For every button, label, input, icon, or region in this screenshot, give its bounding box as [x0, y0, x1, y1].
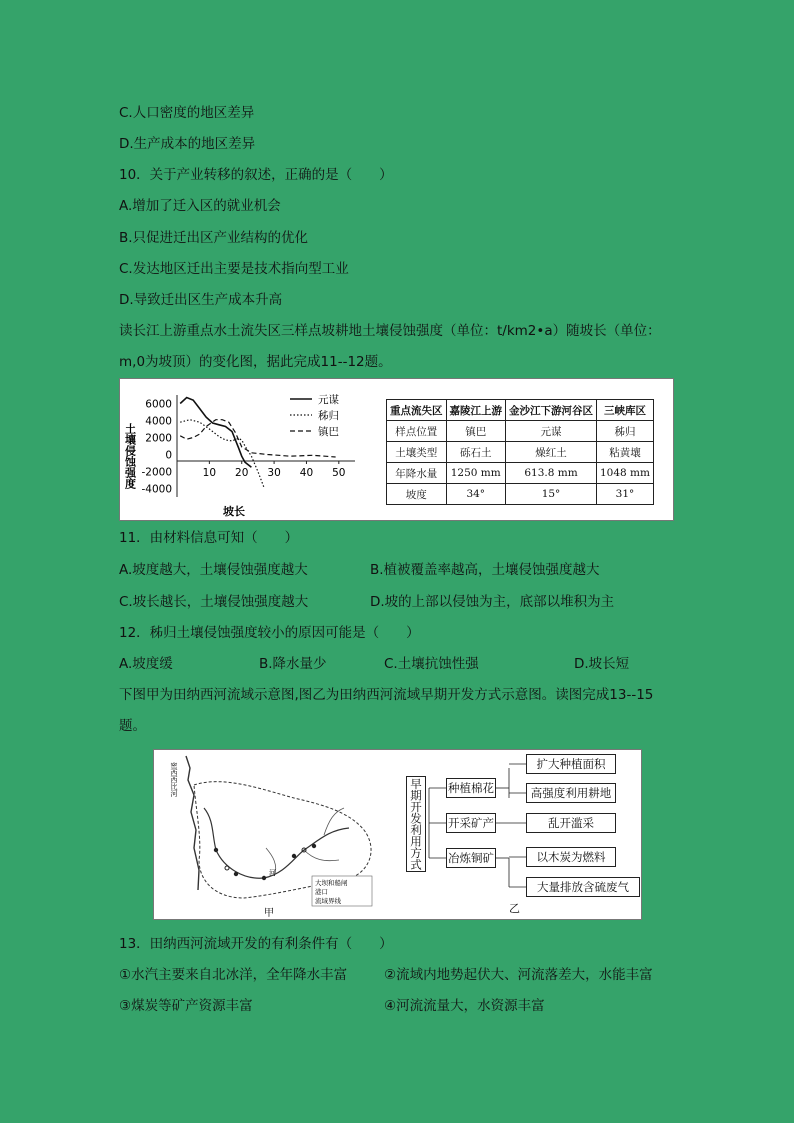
table-cell: 粘黄壤	[597, 442, 654, 463]
map-caption: 甲	[264, 908, 274, 919]
flow-mid-smelting: 冶炼铜矿	[446, 848, 496, 868]
table-cell: 砾石土	[446, 442, 506, 463]
table-cell: 秭归	[597, 421, 654, 442]
dam-marker	[292, 854, 296, 858]
table-row	[387, 442, 654, 463]
table-cell: 重点流失区	[387, 400, 447, 421]
table-cell: 年降水量	[387, 463, 447, 484]
flow-leaf-intensive-use: 高强度利用耕地	[526, 783, 616, 803]
flow-leaf-sulfur: 大量排放含硫废气	[526, 877, 640, 897]
river-mississippi	[186, 756, 199, 890]
x-tick-label: 50	[332, 467, 346, 479]
option-c-q10: C.发达地区迁出主要是技术指向型工业	[119, 261, 349, 277]
dam-marker	[234, 872, 238, 876]
statement-1-q13: ①水汽主要来自北冰洋，全年降水丰富	[119, 967, 348, 983]
option-a-q11: A.坡度越大，土壤侵蚀强度越大	[119, 562, 308, 578]
dam-marker	[214, 848, 218, 852]
y-tick-label: 0	[165, 449, 172, 462]
series-line-dotted	[180, 420, 264, 489]
option-d-q12: D.坡长短	[574, 656, 630, 672]
y-tick-label: -4000	[141, 483, 172, 496]
flow-leaf-overmining: 乱开滥采	[526, 813, 616, 833]
flow-root: 早期开发利用方式	[406, 776, 426, 872]
table-cell: 燥红土	[506, 442, 597, 463]
soil-table	[386, 399, 654, 505]
x-tick-label: 30	[267, 467, 281, 479]
table-cell: 坡度	[387, 484, 447, 505]
tributary-1	[304, 850, 339, 861]
x-tick-label: 20	[235, 467, 249, 479]
statement-4-q13: ④河流流量大，水资源丰富	[384, 998, 545, 1014]
option-c-q9: C.人口密度的地区差异	[119, 105, 255, 121]
table-cell: 金沙江下游河谷区	[506, 400, 597, 421]
table-cell: 元谋	[506, 421, 597, 442]
map-legend-dam: 大坝和船闸	[315, 879, 348, 887]
table-row	[387, 484, 654, 505]
x-tick-label: 40	[299, 467, 314, 479]
table-row	[387, 400, 654, 421]
table-row	[387, 463, 654, 484]
option-d-q10: D.导致迁出区生产成本升高	[119, 292, 283, 308]
river-tennessee	[204, 808, 349, 878]
intro-11-12-line1: 读长江上游重点水土流失区三样点坡耕地土壤侵蚀强度（单位：t/km2•a）随坡长（单位：	[119, 323, 661, 339]
erosion-chart	[120, 379, 382, 520]
y-tick-label: 4000	[145, 415, 172, 428]
table-cell: 1048 mm	[597, 463, 654, 484]
question-10: 10．关于产业转移的叙述，正确的是（ ）	[119, 167, 393, 183]
erosion-figure	[119, 378, 674, 521]
port-marker	[225, 866, 229, 870]
legend-label: 镇巴	[318, 426, 339, 438]
chart-xlabel: 坡长	[223, 505, 245, 518]
tennessee-map	[154, 750, 389, 919]
series-line-solid	[180, 398, 251, 468]
option-a-q10: A.增加了迁入区的就业机会	[119, 198, 281, 214]
tennessee-figure	[153, 749, 642, 920]
option-b-q11: B.植被覆盖率越高，土壤侵蚀强度越大	[370, 562, 600, 578]
option-c-q12: C.土壤抗蚀性强	[384, 656, 479, 672]
question-13: 13．田纳西河流域开发的有利条件有（ ）	[119, 936, 393, 952]
table-cell: 土壤类型	[387, 442, 447, 463]
table-row	[387, 421, 654, 442]
legend-label: 秭归	[318, 410, 339, 422]
chart-ylabel: 土壤侵蚀强度	[123, 423, 137, 489]
flow-caption: 乙	[509, 902, 520, 915]
table-cell: 三峡库区	[597, 400, 654, 421]
intro-11-12-line2: m,0为坡顶）的变化图，据此完成11--12题。	[119, 354, 392, 370]
y-tick-label: 6000	[145, 398, 172, 411]
map-label-mississippi: 密西西比河	[170, 762, 178, 797]
option-b-q10: B.只促进迁出区产业结构的优化	[119, 230, 309, 246]
y-tick-label: 2000	[145, 432, 172, 445]
option-c-q11: C.坡长越长，土壤侵蚀强度越大	[119, 594, 309, 610]
dam-marker	[262, 876, 266, 880]
table-cell: 15°	[506, 484, 597, 505]
table-cell: 613.8 mm	[506, 463, 597, 484]
flow-leaf-expand-area: 扩大种植面积	[526, 754, 616, 774]
table-cell: 样点位置	[387, 421, 447, 442]
option-a-q12: A.坡度缓	[119, 656, 173, 672]
map-legend-boundary: 流域界线	[315, 897, 341, 905]
intro-13-15-line2: 题。	[119, 718, 146, 734]
map-label-river: 河	[269, 869, 276, 877]
table-cell: 嘉陵江上游	[446, 400, 506, 421]
question-11: 11．由材料信息可知（ ）	[119, 530, 299, 546]
table-cell: 31°	[597, 484, 654, 505]
option-d-q9: D.生产成本的地区差异	[119, 136, 256, 152]
flow-mid-mining: 开采矿产	[446, 813, 496, 833]
statement-3-q13: ③煤炭等矿产资源丰富	[119, 998, 253, 1014]
intro-13-15-line1: 下图甲为田纳西河流域示意图,图乙为田纳西河流域早期开发方式示意图。读图完成13--15	[119, 687, 654, 703]
y-tick-label: -2000	[141, 466, 172, 479]
question-12: 12．秭归土壤侵蚀强度较小的原因可能是（ ）	[119, 625, 420, 641]
option-d-q11: D.坡的上部以侵蚀为主，底部以堆积为主	[370, 594, 615, 610]
legend-label: 元谋	[318, 394, 339, 406]
statement-2-q13: ②流域内地势起伏大、河流落差大，水能丰富	[384, 967, 653, 983]
map-legend-port: 港口	[315, 888, 328, 896]
dam-marker	[312, 844, 316, 848]
option-b-q12: B.降水量少	[259, 656, 327, 672]
table-cell: 镇巴	[446, 421, 506, 442]
x-tick-label: 10	[202, 467, 217, 479]
flow-mid-cotton: 种植棉花	[446, 778, 496, 798]
table-cell: 34°	[446, 484, 506, 505]
flow-leaf-charcoal: 以木炭为燃料	[526, 847, 616, 867]
table-cell: 1250 mm	[446, 463, 506, 484]
